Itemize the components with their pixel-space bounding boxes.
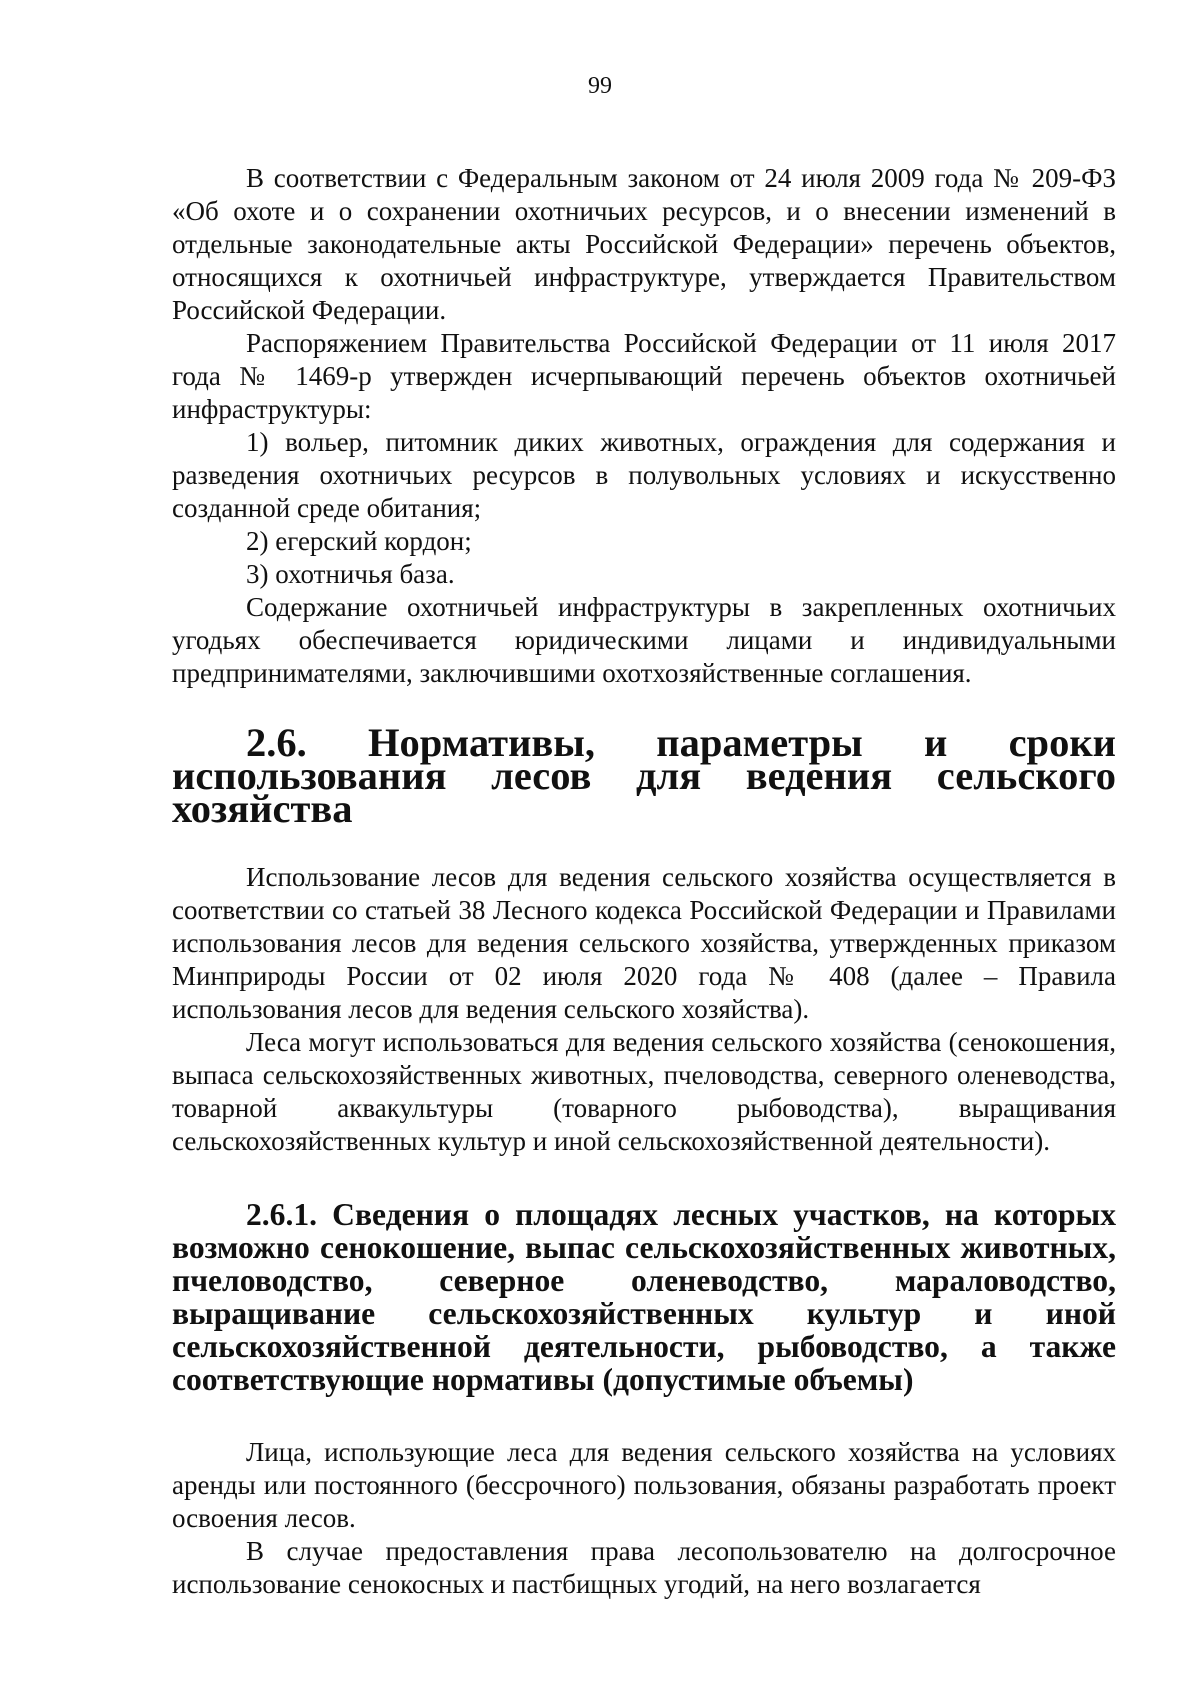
paragraph: Леса могут использоваться для ведения сельского хозяйства (сенокошения, выпаса сельскохозяйственных животных, пчеловодства, северного оленеводства, товарной аквакультуры (товарного рыбоводства), выращивания сельскохозяйственных культур и иной сельскохозяйственной деятельности). — [172, 1027, 1116, 1156]
paragraph: Лица, использующие леса для ведения сельского хозяйства на условиях аренды или постоянного (бессрочного) пользования, обязаны разработать проект освоения лесов. — [172, 1437, 1116, 1533]
page-number: 99 — [588, 73, 612, 99]
list-item: 2) егерский кордон; — [246, 526, 472, 556]
page-content — [172, 162, 1116, 1601]
paragraph: В соответствии с Федеральным законом от 24 июля 2009 года № 209-ФЗ «Об охоте и о сохранении охотничьих ресурсов, и о внесении изменений в отдельные законодательные акты Российской Федерации» перечень объектов, относящихся к охотничьей инфраструктуре, утверждается Правительством Российской Федерации. — [172, 163, 1116, 325]
list-item: 3) охотничья база. — [246, 559, 455, 589]
section-heading: 2.6. Нормативы, параметры и сроки использования лесов для ведения сельского хозяйства — [172, 720, 1116, 831]
paragraph: Распоряжением Правительства Российской Федерации от 11 июля 2017 года № 1469-р утвержден исчерпывающий перечень объектов охотничьей инфраструктуры: — [172, 328, 1116, 424]
paragraph: В случае предоставления права лесопользователю на долгосрочное использование сенокосных и пастбищных угодий, на него возлагается — [172, 1536, 1116, 1599]
list-item: 1) вольер, питомник диких животных, ограждения для содержания и разведения охотничьих ресурсов в полувольных условиях и искусственно созданной среде обитания; — [172, 427, 1116, 523]
subsection-heading: 2.6.1. Сведения о площадях лесных участков, на которых возможно сенокошение, выпас сельскохозяйственных животных, пчеловодство, северное оленеводство, мараловодство, выращивание сельскохозяйственных культур и иной сельскохозяйственной деятельности, рыбоводство, а также соответствующие нормативы (допустимые объемы) — [172, 1197, 1116, 1397]
paragraph: Использование лесов для ведения сельского хозяйства осуществляется в соответствии со статьей 38 Лесного кодекса Российской Федерации и Правилами использования лесов для ведения сельского хозяйства, утвержденных приказом Минприроды России от 02 июля 2020 года № 408 (далее – Правила использования лесов для ведения сельского хозяйства). — [172, 862, 1116, 1024]
paragraph: Содержание охотничьей инфраструктуры в закрепленных охотничьих угодьях обеспечивается юридическими лицами и индивидуальными предпринимателями, заключившими охотхозяйственные соглашения. — [172, 592, 1116, 688]
